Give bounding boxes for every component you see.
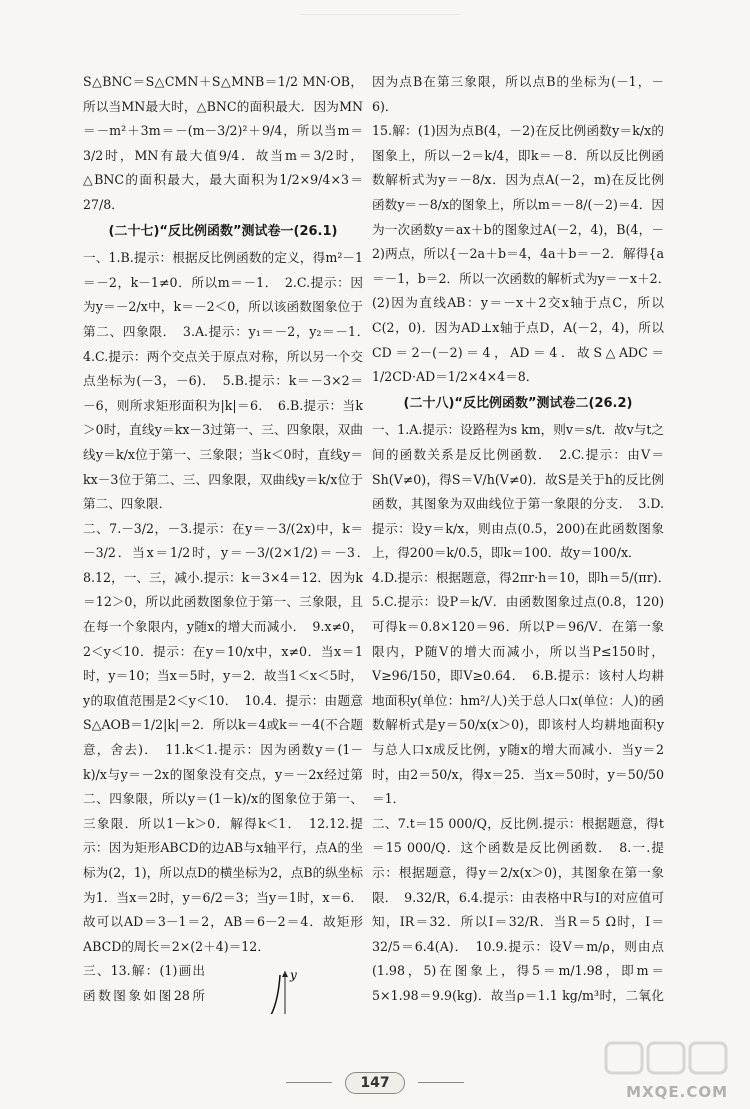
- curve-second-quadrant: [221, 975, 280, 1014]
- paragraph-section-two: 二、7.－3/2，－3.提示：在y＝－3/(2x)中，k＝－3/2．当x＝1/2时，y＝－3/(2×1/2)＝－3． 8.12，一、三，减小.提示：k＝3×4＝12．因为k＝12＞0，所以此函数图象位于第一、三象限，且在每一个象限内，y随x的增大而减小． 9.x≠0，2＜y＜10．提示：在y＝10/x中，x≠0．当x＝1时，y＝10；当x＝5时，y＝2．故当1＜x＜5时，y的取值范围是2＜y＜10． 10.4．提示：由题意S△AOB＝1/2|k|＝2．所以k＝4或k＝－4(不合题意，舍去)． 11.k＜1.提示：因为函数y＝(1－k)/x与y＝－2x的图象没有交点，y＝－2x经过第二、四象限，所以y＝(1－k)/x的图象位于第一、三象限．所以1－k＞0．解得k＜1． 12.12.提示：因为矩形ABCD的边AB与x轴平行，点A的坐标为(2，1)，所以点D的横坐标为2，点B的纵坐标为1．当x＝2时，y＝6/2＝3；当y＝1时，x＝6．故可以AD＝3－1＝2，AB＝6－2＝4．故矩形ABCD的周长＝2×(2＋4)＝12．: [83, 520, 363, 954]
- figure-28: [213, 965, 363, 1014]
- page-number: 147: [345, 1072, 404, 1094]
- paragraph-28-q4-6: 4.D.提示：根据题意，得2πr·h＝10，即h＝5/(πr)． 5.C.提示：设P＝k/V．由函数图象过点(0.8，120)可得k＝0.8×120＝96．所以P＝96/V．在第一象限内，P随V的增大而减小，所以当P≤150时，V≥96/150，即V≥0.64． 6.B.提示：该村人均耕地面积y(单位：hm²/人)关于总人口x(单位：人)的函数解析式是y＝50/x(x＞0)，即该村人均耕地面积y与总人口x成反比例，y随x的增大而减小．当y＝2时，由2＝50/x，得x＝25．当x＝50时，y＝50/50＝1．: [372, 569, 664, 807]
- left-column: [83, 70, 363, 1014]
- paragraph-area-solution: S△BNC＝S△CMN＋S△MNB＝1/2 MN·OB，所以当MN最大时，△BNC的面积最大．因为MN＝－m²＋3m＝－(m－3/2)²＋9/4，所以当m＝3/2时，MN有最大值9/4．故当m＝3/2时，△BNC的面积最大，最大面积为1/2×9/4×3＝27/8．: [83, 74, 363, 212]
- footer-ornament-right: [418, 1082, 464, 1083]
- watermark-text: MXQE.COM: [626, 1083, 728, 1101]
- section-title-27: (二十七)“反比例函数”测试卷一(26.1): [108, 223, 338, 239]
- hyperbola-graph: [213, 965, 363, 1014]
- paragraph-section-one: 一、1.B.提示：根据反比例函数的定义，得m²－1＝－2，k－1≠0．所以m＝－1． 2.C.提示：因为y＝－2/x中，k＝－2＜0，所以该函数图象位于第二、四象限． 3.A.提示：y₁＝－2，y₂＝－1． 4.C.提示：两个交点关于原点对称，所以另一个交点坐标为(－3，－6)． 5.B.提示：k＝－3×2＝－6，则所求矩形面积为|k|＝6． 6.B.提示：当k＞0时，直线y＝kx－3过第一、三、四象限，双曲线y＝k/x位于第一、三象限；当k＜0时，直线y＝kx－3位于第二、三、四象限，双曲线y＝k/x位于第二、四象限．: [83, 250, 363, 512]
- section-title-28: (二十八)“反比例函数”测试卷二(26.2): [403, 395, 633, 411]
- paragraph-28-section-two: 二、7.t＝15 000/Q，反比例.提示：根据题意，得t＝15 000/Q．这个函数是反比例函数． 8.一.提示：根据题意，得y＝2/x(x＞0)，其图象在第一象限． 9.32/R，6.4.提示：由表格中R与I的对应值可知，IR＝32．所以I＝32/R．当R＝5 Ω时，I＝32/5＝6.4(A)． 10.9.提示：设V＝m/ρ，则由点(1.98，5)在图象上，得5＝m/1.98，即m＝5×1.98＝9.9(kg)．故当ρ＝1.1 kg/m³时，二氧化: [372, 815, 664, 1003]
- header-rule: [300, 6, 460, 15]
- footer-ornament-left: [286, 1082, 332, 1083]
- right-column: [372, 70, 664, 1014]
- paragraph-28-section-one: 一、1.A.提示：设路程为s km，则v＝s/t．故v与t之间的函数关系是反比例函数． 2.C.提示：由V＝Sh(V≠0)，得S＝V/h(V≠0)．故S是关于h的反比例函数，其图象为双曲线位于第一象限的分支． 3.D.提示：设y＝k/x，则由点(0.5，200)在此函数图象上，得200＝k/0.5，即k＝100．故y＝100/x．: [372, 422, 664, 561]
- axis-y-label: y: [290, 968, 297, 983]
- paragraph-point-b: 因为点B在第三象限，所以点B的坐标为(－1，－6)．: [372, 74, 664, 114]
- y-axis-arrow: [282, 971, 288, 977]
- paragraph-q15: 15.解：(1)因为点B(4，－2)在反比例函数y＝k/x的图象上，所以－2＝k/4，即k＝－8．所以反比例函数解析式为y＝－8/x．因为点A(－2，m)在反比例函数y＝－8/x的图象上，所以m＝－8/(－2)＝4．因为一次函数y＝ax＋b的图象过A(－2，4)，B(4，－2)两点，所以{－2a＋b＝4，4a＋b＝－2．解得{a＝－1，b＝2．所以一次函数的解析式为y＝－x＋2． (2)因为直线AB：y＝－x＋2交x轴于点C，所以C(2，0)．因为AD⊥x轴于点D，A(－2，4)，所以CD＝2－(－2)＝4，AD＝4．故S△ADC＝1/2CD·AD＝1/2×4×4＝8．: [372, 123, 664, 385]
- paragraph-q13-part1: 三、13.解：(1)画出函数图象如图28所: [83, 963, 205, 1003]
